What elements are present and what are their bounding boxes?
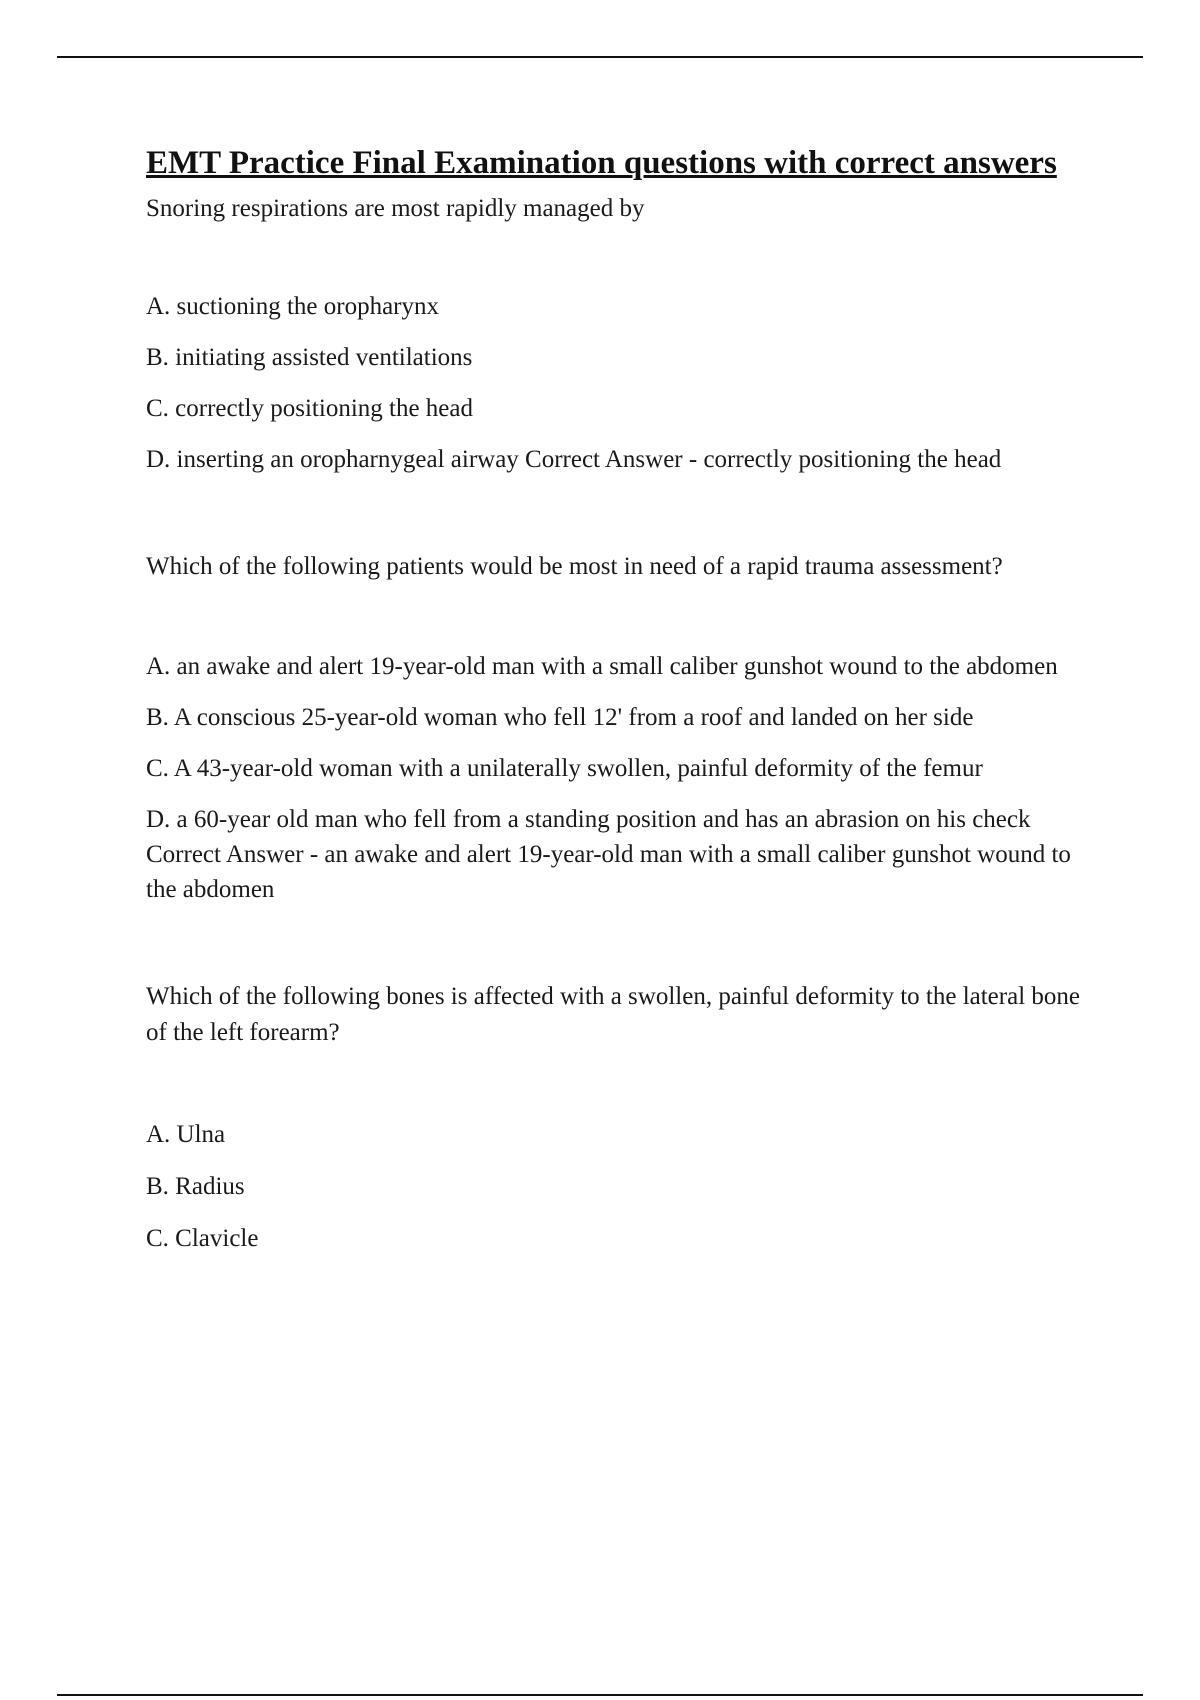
question-block bbox=[146, 549, 1096, 907]
answer-options bbox=[146, 1117, 1096, 1256]
question-text: Which of the following bones is affected with a swollen, painful deformity to the lateral bone of the left forearm? bbox=[146, 983, 1080, 1046]
answer-option: A. suctioning the oropharynx bbox=[146, 293, 440, 320]
question-text: Which of the following patients would be most in need of a rapid trauma assessment? bbox=[146, 553, 1003, 580]
answer-option: A. an awake and alert 19-year-old man with a small caliber gunshot wound to the abdomen bbox=[146, 653, 1058, 680]
document-body bbox=[146, 140, 1096, 1273]
document-title: EMT Practice Final Examination questions with correct answers bbox=[146, 145, 1057, 181]
answer-option: D. a 60-year old man who fell from a standing position and has an abrasion on his check Correct Answer - an awake and alert 19-year-old man with a small caliber gunshot wound to the abdomen bbox=[146, 806, 1071, 903]
answer-option: C. Clavicle bbox=[146, 1225, 259, 1252]
question-block bbox=[146, 191, 1096, 477]
question-text: Snoring respirations are most rapidly managed by bbox=[146, 195, 645, 222]
answer-option: C. correctly positioning the head bbox=[146, 395, 474, 422]
answer-option: A. Ulna bbox=[146, 1121, 226, 1148]
answer-option: B. A conscious 25-year-old woman who fell 12' from a roof and landed on her side bbox=[146, 704, 974, 731]
question-block bbox=[146, 979, 1096, 1256]
answer-option: D. inserting an oropharnygeal airway Correct Answer - correctly positioning the head bbox=[146, 446, 1002, 473]
answer-options bbox=[146, 649, 1096, 907]
footer-rule bbox=[57, 1694, 1143, 1696]
answer-option: B. initiating assisted ventilations bbox=[146, 344, 473, 371]
answer-options bbox=[146, 289, 1096, 477]
answer-option: C. A 43-year-old woman with a unilaterally swollen, painful deformity of the femur bbox=[146, 755, 983, 782]
answer-option: B. Radius bbox=[146, 1173, 245, 1200]
header-rule bbox=[57, 56, 1143, 58]
